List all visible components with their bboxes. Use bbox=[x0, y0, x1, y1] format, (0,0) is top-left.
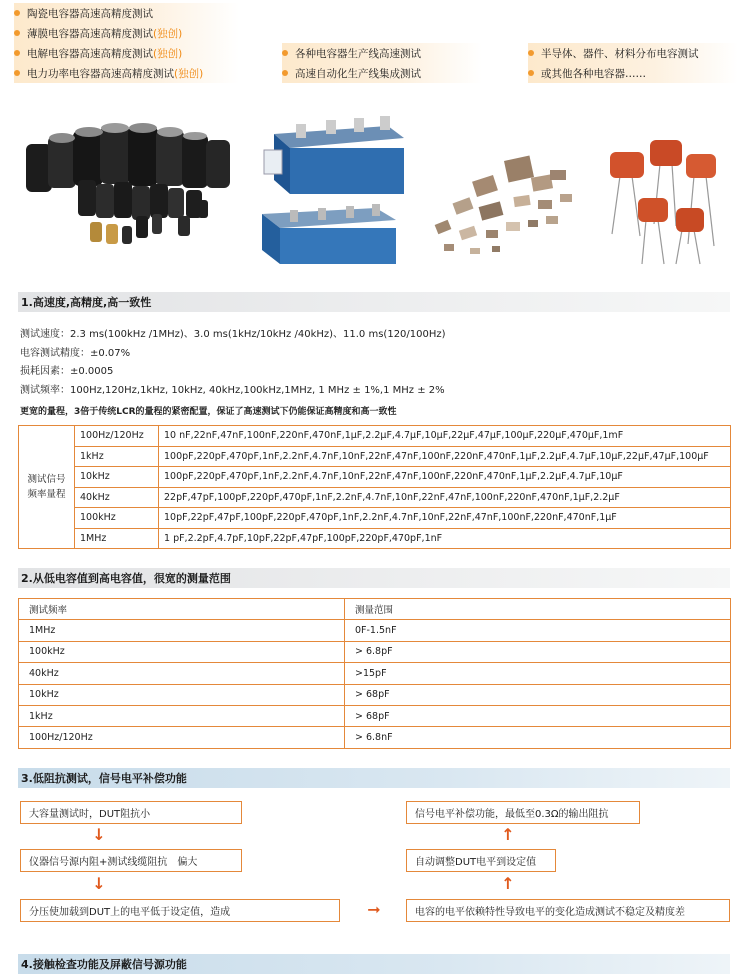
freq-cell: 40kHz bbox=[75, 487, 159, 508]
range-cell: > 68pF bbox=[345, 705, 731, 726]
feature-item bbox=[282, 43, 482, 63]
header-cell: 测试频率 bbox=[19, 599, 345, 620]
range-cell: > 68pF bbox=[345, 684, 731, 705]
flow-right-step-2: 自动调整DUT电平到设定值 bbox=[406, 849, 556, 872]
section-2-title: 2.从低电容值到高电容值，很宽的测量范围 bbox=[18, 568, 730, 588]
section-4-title: 4.接触检查功能及屏蔽信号源功能 bbox=[18, 954, 730, 974]
feature-item bbox=[14, 23, 239, 43]
feature-text: 半导体、器件、材料分布电容测试 bbox=[541, 47, 699, 60]
values-cell: 22pF,47pF,100pF,220pF,470pF,1nF,2.2nF,4.7nF,10nF,22nF,47nF,100nF,220nF,470nF,1μF,2.2μF bbox=[159, 487, 731, 508]
values-cell: 10 nF,22nF,47nF,100nF,220nF,470nF,1μF,2.2μF,4.7μF,10μF,22μF,47μF,100μF,220μF,470μF,1mF bbox=[159, 426, 731, 447]
feature-tag: (独创) bbox=[153, 47, 183, 60]
arrow-up-icon: ↑ bbox=[501, 825, 515, 844]
bullet-icon bbox=[14, 30, 20, 36]
freq-cell: 1MHz bbox=[19, 620, 345, 641]
power-capacitors-photo bbox=[256, 104, 412, 266]
bullet-icon bbox=[282, 70, 288, 76]
freq-cell: 100Hz/120Hz bbox=[75, 426, 159, 447]
spec-speed: 测试速度：2.3 ms(100kHz /1MHz)、3.0 ms(1kHz/10kHz /40kHz)、11.0 ms(120/100Hz) bbox=[20, 329, 446, 340]
table-row bbox=[19, 508, 731, 529]
feature-item bbox=[14, 63, 239, 83]
table-row bbox=[19, 705, 731, 726]
freq-cell: 1kHz bbox=[75, 446, 159, 467]
table-label: 测试信号频率量程 bbox=[19, 426, 75, 549]
flow-right-step-1: 信号电平补偿功能，最低至0.3Ω的输出阻抗 bbox=[406, 801, 640, 824]
freq-cell: 40kHz bbox=[19, 663, 345, 684]
arrow-up-icon: ↑ bbox=[501, 874, 515, 893]
arrow-down-icon: ↓ bbox=[92, 874, 106, 893]
arrow-down-icon: ↓ bbox=[92, 825, 106, 844]
feature-item bbox=[282, 63, 482, 83]
table-header-row bbox=[19, 599, 731, 620]
table-row bbox=[19, 528, 731, 549]
bullet-icon bbox=[14, 70, 20, 76]
measurement-range-table bbox=[18, 598, 731, 749]
feature-tag: (独创) bbox=[174, 67, 204, 80]
header-cell: 测量范围 bbox=[345, 599, 731, 620]
flow-right-step-3: 电容的电平依赖特性导致电平的变化造成测试不稳定及精度差 bbox=[406, 899, 730, 922]
feature-item bbox=[528, 43, 738, 63]
table-row bbox=[19, 684, 731, 705]
freq-cell: 100Hz/120Hz bbox=[19, 727, 345, 748]
bullet-icon bbox=[282, 50, 288, 56]
table-row bbox=[19, 487, 731, 508]
spec-accuracy: 电容测试精度：±0.07% bbox=[20, 348, 131, 359]
feature-text: 陶瓷电容器高速高精度测试 bbox=[27, 7, 153, 20]
electrolytic-capacitors-photo bbox=[18, 104, 246, 266]
freq-cell: 10kHz bbox=[19, 684, 345, 705]
values-cell: 10pF,22pF,47pF,100pF,220pF,470pF,1nF,2.2nF,4.7nF,10nF,22nF,47nF,100nF,220nF,470nF,1μF bbox=[159, 508, 731, 529]
bullet-icon bbox=[14, 50, 20, 56]
film-capacitors-photo bbox=[590, 104, 735, 266]
feature-text: 电力功率电容器高速高精度测试 bbox=[27, 67, 174, 80]
range-note: 更宽的量程，3倍于传统LCR的量程的紧密配置，保证了高速测试下仍能保证高精度和高一致性 bbox=[20, 407, 397, 417]
range-cell: > 6.8nF bbox=[345, 727, 731, 748]
freq-cell: 100kHz bbox=[75, 508, 159, 529]
range-cell: > 6.8pF bbox=[345, 641, 731, 662]
flow-left-step-1: 大容量测试时，DUT阻抗小 bbox=[20, 801, 242, 824]
freq-cell: 1MHz bbox=[75, 528, 159, 549]
feature-item bbox=[14, 43, 239, 63]
flow-left-step-3: 分压使加载到DUT上的电平低于设定值，造成 bbox=[20, 899, 340, 922]
feature-text: 高速自动化生产线集成测试 bbox=[295, 67, 421, 80]
feature-tag: (独创) bbox=[153, 27, 183, 40]
bullet-icon bbox=[528, 50, 534, 56]
spec-frequency: 测试频率：100Hz,120Hz,1kHz, 10kHz, 40kHz,100kHz,1MHz, 1 MHz ± 1%,1 MHz ± 2% bbox=[20, 385, 445, 396]
ceramic-capacitors-photo bbox=[420, 104, 580, 266]
feature-item bbox=[14, 3, 239, 23]
freq-cell: 100kHz bbox=[19, 641, 345, 662]
table-row bbox=[19, 641, 731, 662]
values-cell: 1 pF,2.2pF,4.7pF,10pF,22pF,47pF,100pF,220pF,470pF,1nF bbox=[159, 528, 731, 549]
values-cell: 100pF,220pF,470pF,1nF,2.2nF,4.7nF,10nF,22nF,47nF,100nF,220nF,470nF,1μF,2.2μF,4.7μF,10μF bbox=[159, 467, 731, 488]
table-row bbox=[19, 446, 731, 467]
range-cell: >15pF bbox=[345, 663, 731, 684]
bullet-icon bbox=[528, 70, 534, 76]
feature-text: 电解电容器高速高精度测试 bbox=[27, 47, 153, 60]
freq-cell: 10kHz bbox=[75, 467, 159, 488]
range-cell: 0F-1.5nF bbox=[345, 620, 731, 641]
table-row bbox=[19, 426, 731, 447]
section-3-title: 3.低阻抗测试，信号电平补偿功能 bbox=[18, 768, 730, 788]
feature-text: 薄膜电容器高速高精度测试 bbox=[27, 27, 153, 40]
feature-text: 各种电容器生产线高速测试 bbox=[295, 47, 421, 60]
arrow-right-icon: ➞ bbox=[367, 900, 381, 919]
frequency-range-table bbox=[18, 425, 731, 549]
flow-left-step-2: 仪器信号源内阻+测试线缆阻抗 偏大 bbox=[20, 849, 242, 872]
values-cell: 100pF,220pF,470pF,1nF,2.2nF,4.7nF,10nF,22nF,47nF,100nF,220nF,470nF,1μF,2.2μF,4.7μF,10μF,22μF,47μF,100μF bbox=[159, 446, 731, 467]
table-row bbox=[19, 727, 731, 748]
table-row bbox=[19, 467, 731, 488]
spec-loss-factor: 损耗因素：±0.0005 bbox=[20, 366, 114, 377]
bullet-icon bbox=[14, 10, 20, 16]
table-row bbox=[19, 620, 731, 641]
feature-item bbox=[528, 63, 738, 83]
freq-cell: 1kHz bbox=[19, 705, 345, 726]
section-1-title: 1.高速度,高精度,高一致性 bbox=[18, 292, 730, 312]
table-row bbox=[19, 663, 731, 684]
feature-text: 或其他各种电容器…… bbox=[541, 67, 646, 80]
